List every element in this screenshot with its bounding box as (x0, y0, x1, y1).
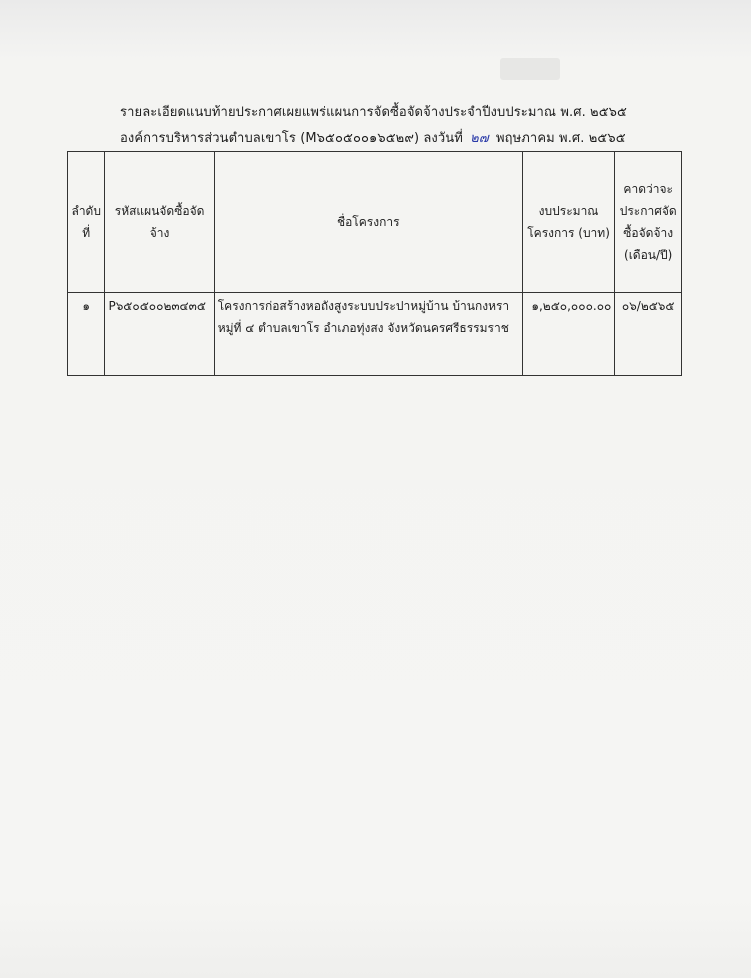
header-budget-label: งบประมาณโครงการ (บาท) (527, 204, 610, 240)
title-line2-suffix: พฤษภาคม พ.ศ. ๒๕๖๕ (495, 131, 626, 146)
header-code (105, 152, 214, 293)
cell-date: ๐๖/๒๕๖๕ (615, 293, 682, 376)
procurement-plan-table (67, 151, 682, 376)
header-code-label: รหัสแผนจัดซื้อจัดจ้าง (114, 204, 205, 240)
cell-code: P๖๕๐๕๐๐๒๓๔๓๕ (105, 293, 214, 376)
document-title-line2 (120, 130, 680, 148)
faint-mark (500, 58, 560, 80)
header-no-label: ลำดับที่ (71, 204, 101, 240)
header-no (68, 152, 105, 293)
header-budget (522, 152, 615, 293)
cell-no: ๑ (68, 293, 105, 376)
title-line1-text: รายละเอียดแนบท้ายประกาศเผยแพร่แผนการจัดซื้อจัดจ้างประจำปีงบประมาณ พ.ศ. ๒๕๖๕ (120, 105, 627, 120)
header-date (615, 152, 682, 293)
document-title-line1 (120, 104, 680, 122)
header-date-label: คาดว่าจะประกาศจัดซื้อจัดจ้าง (เดือน/ปี) (619, 182, 677, 262)
header-name-label: ชื่อโครงการ (336, 215, 400, 229)
table-row (68, 293, 682, 376)
title-line2-prefix: องค์การบริหารส่วนตำบลเขาโร (M๖๕๐๕๐๐๑๖๕๒๙) ลงวันที่ (120, 131, 463, 146)
handwritten-day: ๒๗ (470, 131, 489, 146)
table-header-row (68, 152, 682, 293)
cell-name: โครงการก่อสร้างหอถังสูงระบบประปาหมู่บ้าน บ้านกงหรา หมู่ที่ ๔ ตำบลเขาโร อำเภอทุ่งสง จังหวัดนครศรีธรรมราช (214, 293, 522, 376)
header-name (214, 152, 522, 293)
cell-budget: ๑,๒๕๐,๐๐๐.๐๐ (522, 293, 615, 376)
